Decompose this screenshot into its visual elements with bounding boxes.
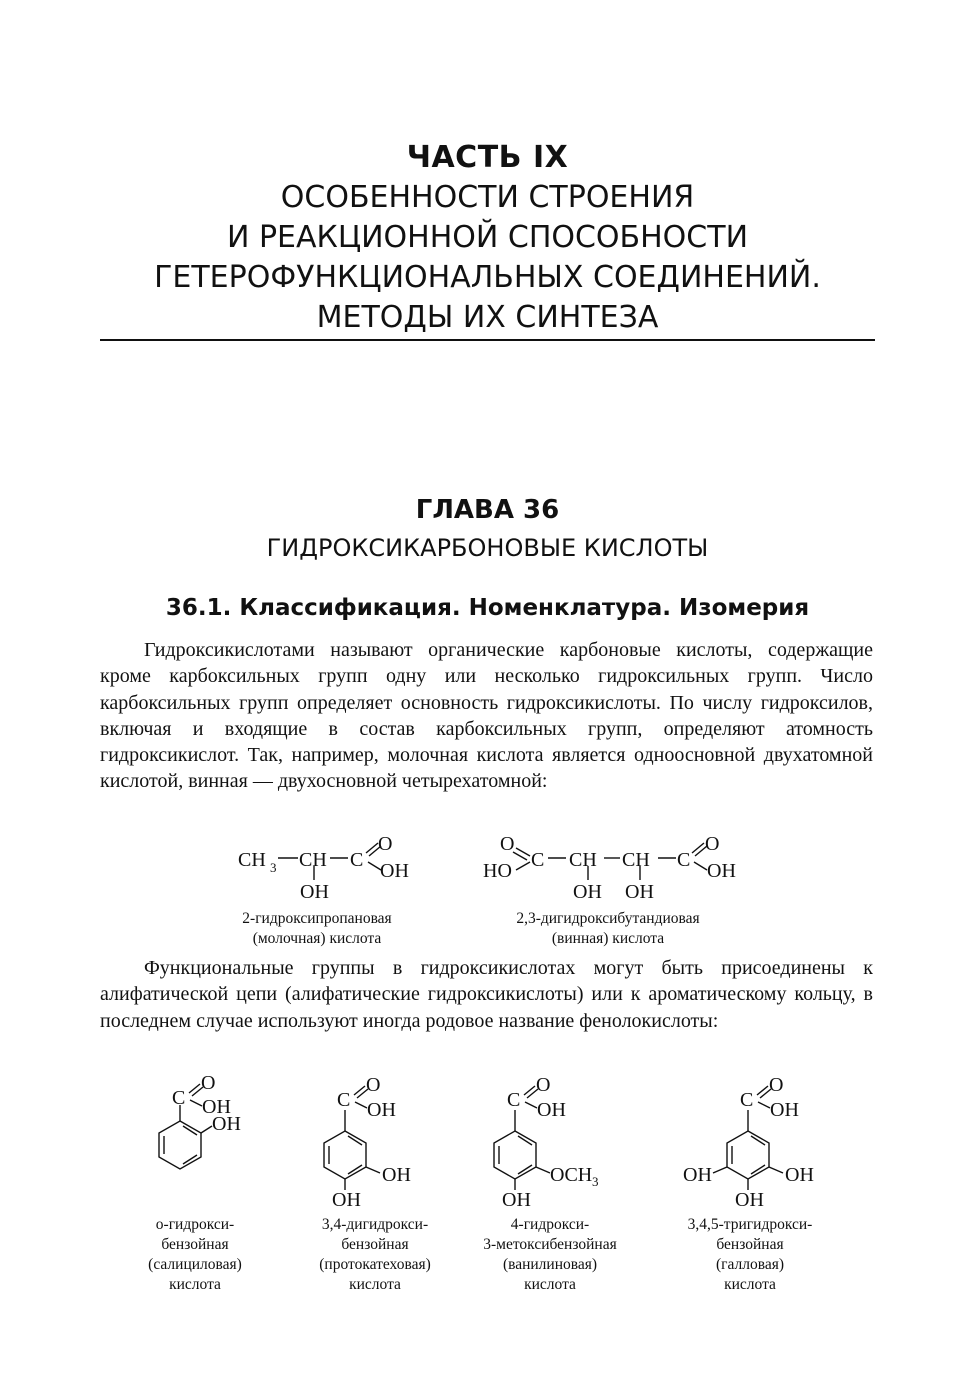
formula-atom: OH [382,1164,411,1186]
formula-atom: O [536,1074,551,1096]
caption-line: бензойная [716,1236,784,1253]
formula-atom: O [705,833,720,855]
caption-line: (галловая) [715,1256,785,1273]
formula-atom: CH [238,849,266,871]
formula-atom: OH [735,1189,764,1211]
chapter-subtitle: ГИДРОКСИКАРБОНОВЫЕ КИСЛОТЫ [266,534,709,562]
formula-atom: C [350,849,364,871]
paragraph: Функциональные группы в гидроксикислотах могут быть присоединены к алифатической цепи (алифатические гидроксикислоты) или к ароматическому кольцу, в последнем случае используют иногда родовое название фенолокислоты: [100,957,873,1032]
formula-atom: OH [770,1099,799,1121]
formula-atom: C [337,1089,351,1111]
caption-line: 2,3-дигидроксибутандиовая [516,910,700,927]
part-title-line: ОСОБЕННОСТИ СТРОЕНИЯ [280,180,695,215]
formula-atom: C [507,1089,521,1111]
part-title-line: ГЕТЕРОФУНКЦИОНАЛЬНЫХ СОЕДИНЕНИЙ. [154,260,821,295]
caption-line: (ванилиновая) [502,1256,598,1273]
formula-atom: C [740,1089,754,1111]
formula-atom: OH [332,1189,361,1211]
caption-line: (молочная) кислота [252,930,382,947]
formula-atom: OH [202,1096,231,1118]
formula-atom: OH [625,881,654,903]
formula-atom: OH [367,1099,396,1121]
formula-atom: O [366,1074,381,1096]
caption-line: кислота [724,1276,776,1293]
paragraph: Гидроксикислотами называют органические карбоновые кислоты, содержащие кроме карбоксильных групп одну или несколько гидроксильных групп. Число карбоксильных групп определяет основность гидроксикислоты. По числу гидроксилов, включая и входящие в состав карбоксильных групп, определяют атомность гидроксикислот. Так, например, молочная кислота является одноосновной двухатомной кислотой, винная — двухосновной четырехатомной: [100,639,873,793]
formula-caption [120,1215,270,1295]
formula-atom: O [500,833,515,855]
part-title-line: И РЕАКЦИОННОЙ СПОСОБНОСТИ [226,220,749,255]
caption-line: кислота [169,1276,221,1293]
formula-atom: CH [299,849,327,871]
caption-line: кислота [524,1276,576,1293]
formula-atom: OH [785,1164,814,1186]
caption-line: кислота [349,1276,401,1293]
formula-atom: OH [683,1164,712,1186]
part-title-line: МЕТОДЫ ИХ СИНТЕЗА [316,300,659,335]
formula-caption [665,1215,835,1295]
formula-subscript: 3 [592,1174,599,1189]
caption-line: бензойная [161,1236,229,1253]
formula-atom: CH [622,849,650,871]
formula-atom: OH [573,881,602,903]
formula-atom: OH [212,1113,241,1135]
formula-atom: C [172,1087,186,1109]
caption-line: о-гидрокси- [155,1216,235,1233]
caption-line: 3-метоксибензойная [483,1236,617,1253]
formula-atom: CH [569,849,597,871]
caption-line: 4-гидрокси- [510,1216,590,1233]
formula-atom: C [531,849,545,871]
formula-atom: OH [502,1189,531,1211]
formula-atom: O [378,833,393,855]
formula-atom: OH [537,1099,566,1121]
part-title: ЧАСТЬ IX [406,140,569,175]
caption-line: 2-гидроксипропановая [242,910,392,927]
formula-atom: OH [380,860,409,882]
formula-subscript: 3 [270,860,277,875]
caption-line: 3,4,5-тригидрокси- [687,1216,813,1233]
formula-atom: OH [300,881,329,903]
formula-atom: OH [707,860,736,882]
caption-line: (протокатеховая) [319,1256,431,1273]
section-title: 36.1. Классификация. Номенклатура. Изомерия [165,595,810,621]
formula-atom: HO [483,860,512,882]
formula-atom: O [201,1072,216,1094]
formula-atom: O [769,1074,784,1096]
caption-line: (салициловая) [148,1256,242,1273]
caption-line: 3,4-дигидрокси- [321,1216,429,1233]
chapter-title: ГЛАВА 36 [415,495,560,525]
formula-caption [290,1215,460,1295]
formula-caption [465,1215,635,1295]
caption-line: (винная) кислота [551,930,665,947]
formula-atom: C [677,849,691,871]
formula-atom: OCH [550,1164,593,1186]
caption-line: бензойная [341,1236,409,1253]
